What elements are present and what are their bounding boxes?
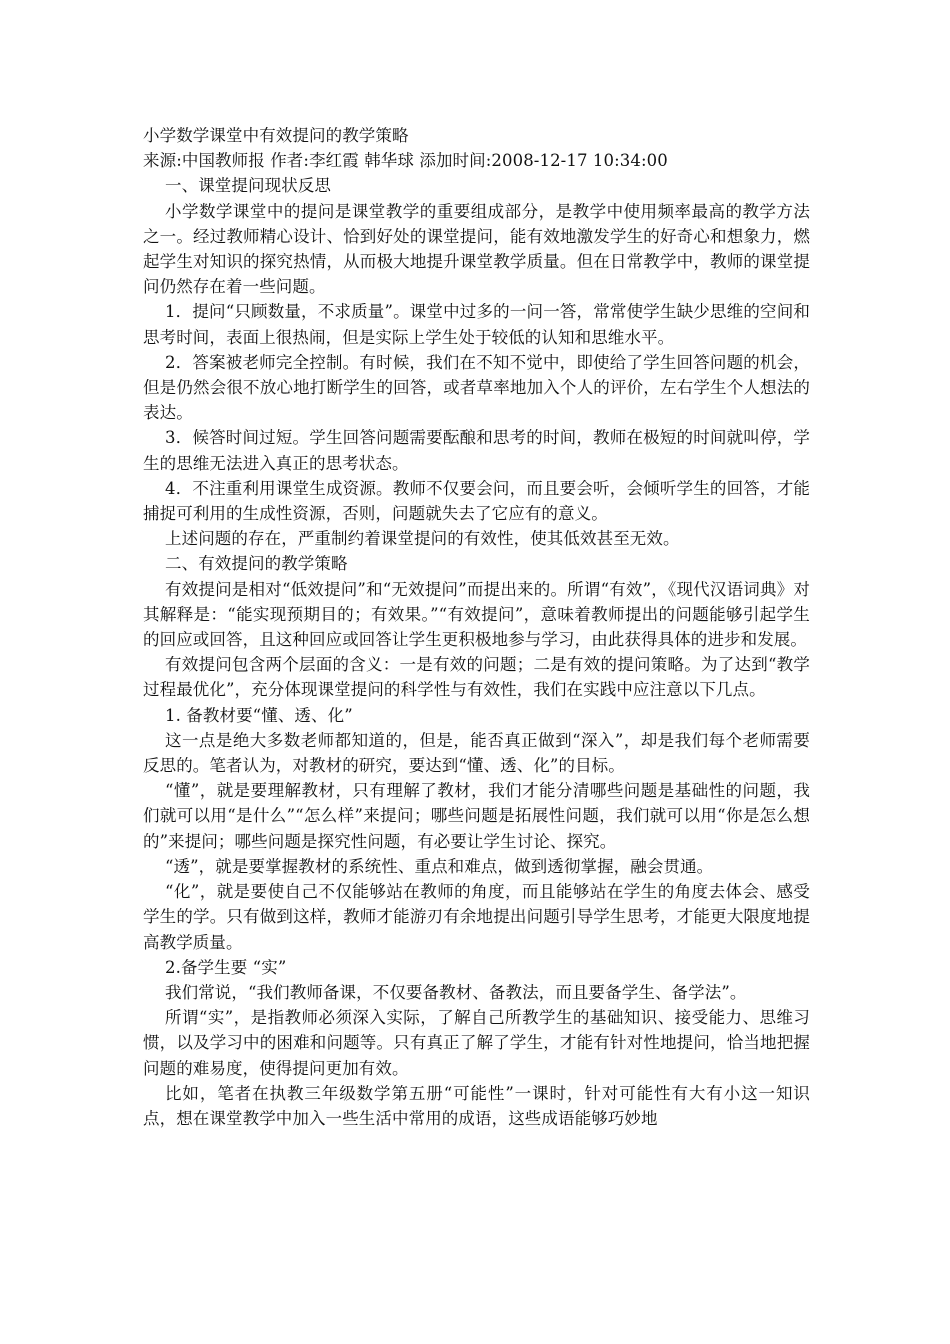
paragraph: 3．候答时间过短。学生回答问题需要酝酿和思考的时间，教师在极短的时间就叫停，学生的思维无法进入真正的思考状态。 [143, 428, 810, 473]
subsection-heading: 2.备学生要 “实” [165, 957, 287, 977]
paragraph: 上述问题的存在，严重制约着课堂提问的有效性，使其低效甚至无效。 [165, 529, 680, 549]
paragraph: 有效提问是相对“低效提问”和“无效提问”而提出来的。所谓“有效”，《现代汉语词典》对其解释是：“能实现预期目的；有效果。”“有效提问”，意味着教师提出的问题能够引起学生的回应或回答，且这种回应或回答让学生更积极地参与学习，由此获得具体的进步和发展。 [143, 579, 810, 650]
paragraph: 2．答案被老师完全控制。有时候，我们在不知不觉中，即使给了学生回答问题的机会，但是仍然会很不放心地打断学生的回答，或者草率地加入个人的评价，左右学生个人想法的表达。 [143, 352, 810, 423]
document-title: 小学数学课堂中有效提问的教学策略 [143, 126, 409, 145]
paragraph: 有效提问包含两个层面的含义：一是有效的问题；二是有效的提问策略。为了达到“教学过程最优化”，充分体现课堂提问的科学性与有效性，我们在实践中应注意以下几点。 [143, 655, 810, 700]
section-heading: 二、有效提问的教学策略 [165, 554, 348, 574]
paragraph: “懂”，就是要理解教材，只有理解了教材，我们才能分清哪些问题是基础性的问题，我们就可以用“是什么”“怎么样”来提问；哪些问题是拓展性问题，我们就可以用“你是怎么想的”来提问；哪些问题是探究性问题，有必要让学生讨论、探究。 [143, 781, 810, 851]
paragraph: 我们常说，“我们教师备课，不仅要备教材、备教法，而且要备学生、备学法”。 [165, 982, 747, 1002]
paragraph: 所谓“实”，是指教师必须深入实际，了解自己所教学生的基础知识、接受能力、思维习惯，以及学习中的困难和问题等。只有真正了解了学生，才能有针对性地提问，恰当地把握问题的难易度，使得提问更加有效。 [143, 1008, 810, 1078]
document-body [143, 123, 810, 1131]
section-heading: 一、课堂提问现状反思 [165, 176, 331, 196]
document-meta: 来源:中国教师报 作者:李红霞 韩华球 添加时间:2008-12-17 10:34:00 [143, 151, 668, 171]
paragraph: “透”，就是要掌握教材的系统性、重点和难点，做到透彻掌握，融会贯通。 [165, 856, 714, 876]
paragraph: “化”，就是要使自己不仅能够站在教师的角度，而且能够站在学生的角度去体会、感受学生的学。只有做到这样，教师才能游刃有余地提出问题引导学生思考，才能更大限度地提高教学质量。 [143, 882, 810, 952]
paragraph: 4．不注重利用课堂生成资源。教师不仅要会问，而且要会听，会倾听学生的回答，才能捕捉可利用的生成性资源，否则，问题就失去了它应有的意义。 [143, 478, 810, 524]
subsection-heading: 1. 备教材要“懂、透、化” [165, 705, 353, 725]
paragraph: 这一点是绝大多数老师都知道的，但是，能否真正做到“深入”，却是我们每个老师需要反思的。笔者认为，对教材的研究，要达到“懂、透、化”的目标。 [143, 730, 810, 776]
paragraph: 比如，笔者在执教三年级数学第五册“可能性”一课时，针对可能性有大有小这一知识点，想在课堂教学中加入一些生活中常用的成语，这些成语能够巧妙地 [143, 1083, 810, 1128]
paragraph: 小学数学课堂中的提问是课堂教学的重要组成部分，是教学中使用频率最高的教学方法之一。经过教师精心设计、恰到好处的课堂提问，能有效地激发学生的好奇心和想象力，燃起学生对知识的探究热情，从而极大地提升课堂教学质量。但在日常教学中，教师的课堂提问仍然存在着一些问题。 [143, 201, 810, 297]
paragraph: 1．提问“只顾数量，不求质量”。课堂中过多的一问一答，常常使学生缺少思维的空间和思考时间，表面上很热闹，但是实际上学生处于较低的认知和思维水平。 [143, 302, 810, 347]
